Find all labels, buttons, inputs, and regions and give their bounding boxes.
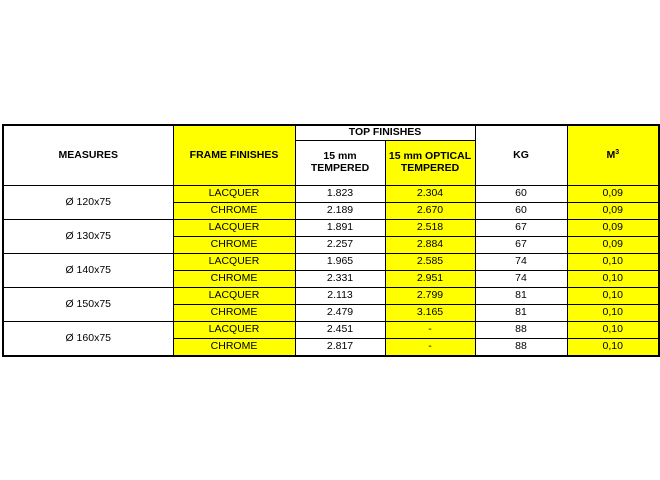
top-finishes-header: TOP FINISHES xyxy=(295,125,475,141)
frame-finish-cell: LACQUER xyxy=(173,288,295,305)
frame-finishes-header: FRAME FINISHES xyxy=(173,125,295,186)
frame-finish-cell: LACQUER xyxy=(173,220,295,237)
price-table xyxy=(2,124,660,357)
optical-price-cell: 2.304 xyxy=(385,186,475,203)
kg-cell: 74 xyxy=(475,271,567,288)
tempered-price-cell: 2.479 xyxy=(295,305,385,322)
tempered-price-cell: 1.823 xyxy=(295,186,385,203)
tempered-price-cell: 2.113 xyxy=(295,288,385,305)
optical-tempered-header: 15 mm OPTICAL TEMPERED xyxy=(385,141,475,186)
kg-cell: 88 xyxy=(475,339,567,357)
frame-finish-cell: CHROME xyxy=(173,339,295,357)
frame-finish-cell: CHROME xyxy=(173,203,295,220)
tempered-price-cell: 1.965 xyxy=(295,254,385,271)
table-row xyxy=(3,186,659,203)
table-row xyxy=(3,254,659,271)
m3-cell: 0,09 xyxy=(567,237,659,254)
optical-price-cell: 2.799 xyxy=(385,288,475,305)
tempered-price-cell: 2.451 xyxy=(295,322,385,339)
m3-cell: 0,10 xyxy=(567,288,659,305)
tempered-price-cell: 2.189 xyxy=(295,203,385,220)
optical-price-cell: 2.670 xyxy=(385,203,475,220)
kg-cell: 81 xyxy=(475,288,567,305)
measure-cell: Ø 150x75 xyxy=(3,288,173,322)
frame-finish-cell: CHROME xyxy=(173,305,295,322)
table-row xyxy=(3,220,659,237)
m3-cell: 0,09 xyxy=(567,220,659,237)
tempered-price-cell: 2.257 xyxy=(295,237,385,254)
kg-cell: 60 xyxy=(475,186,567,203)
kg-cell: 60 xyxy=(475,203,567,220)
table-row xyxy=(3,322,659,339)
kg-cell: 67 xyxy=(475,220,567,237)
frame-finish-cell: CHROME xyxy=(173,237,295,254)
m3-cell: 0,10 xyxy=(567,254,659,271)
optical-price-cell: 2.884 xyxy=(385,237,475,254)
table-row xyxy=(3,288,659,305)
optical-price-cell: - xyxy=(385,322,475,339)
optical-price-cell: 2.585 xyxy=(385,254,475,271)
tempered-price-cell: 2.331 xyxy=(295,271,385,288)
kg-cell: 67 xyxy=(475,237,567,254)
m3-cell: 0,10 xyxy=(567,305,659,322)
m3-cell: 0,10 xyxy=(567,322,659,339)
m3-cell: 0,10 xyxy=(567,339,659,357)
kg-header: KG xyxy=(475,125,567,186)
measures-header: MEASURES xyxy=(3,125,173,186)
m3-cell: 0,10 xyxy=(567,271,659,288)
frame-finish-cell: LACQUER xyxy=(173,186,295,203)
measure-cell: Ø 160x75 xyxy=(3,322,173,357)
measure-cell: Ø 120x75 xyxy=(3,186,173,220)
frame-finish-cell: LACQUER xyxy=(173,322,295,339)
tempered-price-cell: 1.891 xyxy=(295,220,385,237)
frame-finish-cell: LACQUER xyxy=(173,254,295,271)
kg-cell: 81 xyxy=(475,305,567,322)
frame-finish-cell: CHROME xyxy=(173,271,295,288)
m3-header-exponent: 3 xyxy=(615,148,620,156)
measure-cell: Ø 130x75 xyxy=(3,220,173,254)
m3-header xyxy=(567,125,659,186)
optical-price-cell: 2.518 xyxy=(385,220,475,237)
m3-cell: 0,09 xyxy=(567,203,659,220)
tempered-price-cell: 2.817 xyxy=(295,339,385,357)
kg-cell: 88 xyxy=(475,322,567,339)
optical-price-cell: 2.951 xyxy=(385,271,475,288)
tempered-header: 15 mm TEMPERED xyxy=(295,141,385,186)
optical-price-cell: - xyxy=(385,339,475,357)
m3-cell: 0,09 xyxy=(567,186,659,203)
kg-cell: 74 xyxy=(475,254,567,271)
m3-header-base: M xyxy=(606,148,616,161)
optical-price-cell: 3.165 xyxy=(385,305,475,322)
measure-cell: Ø 140x75 xyxy=(3,254,173,288)
